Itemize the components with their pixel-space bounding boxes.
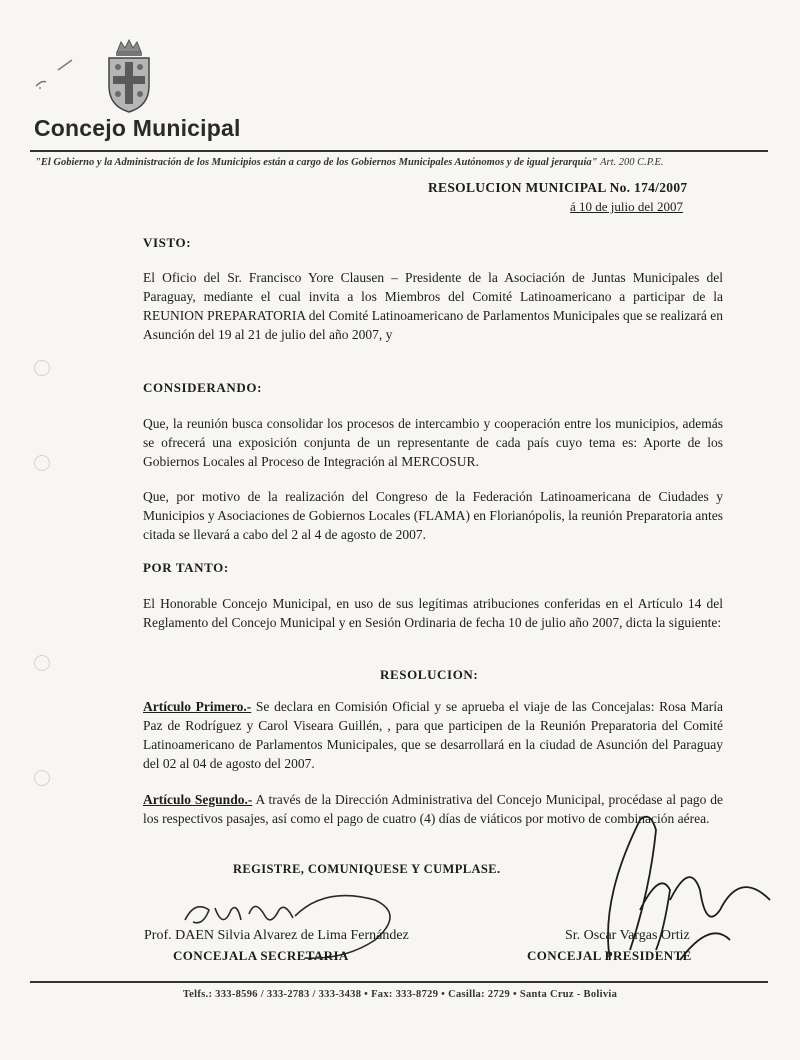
footer-contact: Telfs.: 333-8596 / 333-2783 / 333-3438 • Fax: 333-8729 • Casilla: 2729 • Santa Cruz - Bolivia bbox=[182, 989, 618, 1000]
article-2-title: Artículo Segundo.- bbox=[143, 792, 253, 807]
resolucion-heading: RESOLUCION: bbox=[380, 667, 479, 682]
pen-mark bbox=[28, 56, 88, 96]
motto bbox=[35, 157, 775, 168]
article-1-title: Artículo Primero.- bbox=[143, 699, 252, 714]
visto-heading: VISTO: bbox=[143, 235, 192, 250]
considerando-text-1: Que, la reunión busca consolidar los procesos de intercambio y cooperación entre los municipios, además se ofrecerá una exposición conjunta de un representante de cada país cuyo tema es: Aporte de los Gobiernos Locales al Proceso de Integración al MERCOSUR. bbox=[143, 416, 723, 469]
article-1 bbox=[143, 697, 723, 773]
closing-formula: REGISTRE, COMUNIQUESE Y CUMPLASE. bbox=[233, 862, 501, 876]
punch-hole bbox=[34, 655, 50, 671]
signatory-left-name: Prof. DAEN Silvia Alvarez de Lima Fernández bbox=[144, 928, 409, 943]
punch-hole bbox=[34, 360, 50, 376]
signatory-right-role: CONCEJAL PRESIDENTE bbox=[527, 948, 692, 963]
coat-of-arms-icon bbox=[103, 36, 155, 114]
punch-hole bbox=[34, 770, 50, 786]
visto-text: El Oficio del Sr. Francisco Yore Clausen – Presidente de la Asociación de Juntas Municipales del Paraguay, mediante el cual invita a los Miembros del Comité Latinoamericano a participar de la REUNION PREPARATORIA del Comité Latinoamericano de Parlamentos Municipales que se realizará en Asunción del 19 al 21 de julio del año 2007, y bbox=[143, 270, 723, 342]
header-divider bbox=[30, 150, 768, 152]
motto-article: Art. 200 C.P.E. bbox=[600, 157, 664, 168]
motto-text: "El Gobierno y la Administración de los Municipios están a cargo de los Gobiernos Municipales Autónomos y de igual jerarquía" bbox=[35, 157, 598, 168]
resolution-date: á 10 de julio del 2007 bbox=[570, 199, 684, 214]
resolution-number: RESOLUCION MUNICIPAL No. 174/2007 bbox=[428, 180, 688, 195]
article-1-text: Se declara en Comisión Oficial y se aprueba el viaje de las Concejalas: Rosa María Paz de Rodríguez y Carol Viseara Guillén, , para que participen de la Reunión Preparatoria del Comité Latinoamericano de Parlamentos Municipales, que se desarrollará en la ciudad de Asunción del Paraguay del 02 al 04 de agosto del 2007. bbox=[143, 699, 723, 771]
considerando-heading: CONSIDERANDO: bbox=[143, 380, 263, 395]
footer-divider bbox=[30, 981, 768, 983]
signatory-left-role: CONCEJALA SECRETARIA bbox=[173, 948, 349, 963]
portanto-heading: POR TANTO: bbox=[143, 560, 229, 575]
council-name: Concejo Municipal bbox=[34, 115, 241, 141]
considerando-text-2: Que, por motivo de la realización del Congreso de la Federación Latinoamericana de Ciudades y Municipios y Asociaciones de Gobiernos Locales (FLAMA) en Florianópolis, la reunión Preparatoria antes citada se llevará a cabo del 2 al 4 de agosto de 2007. bbox=[143, 489, 723, 542]
article-2-text: A través de la Dirección Administrativa del Concejo Municipal, procédase al pago de los respectivos pasajes, así como el pago de cuatro (4) días de viáticos por motivo de combinación aérea. bbox=[143, 792, 723, 826]
signatory-right-name: Sr. Oscar Vargas Ortiz bbox=[565, 928, 690, 943]
punch-hole bbox=[34, 455, 50, 471]
portanto-text: El Honorable Concejo Municipal, en uso de sus legítimas atribuciones conferidas en el Artículo 14 del Reglamento del Concejo Municipal y en Sesión Ordinaria de fecha 10 de julio año 2007, dicta la siguiente: bbox=[143, 596, 723, 630]
